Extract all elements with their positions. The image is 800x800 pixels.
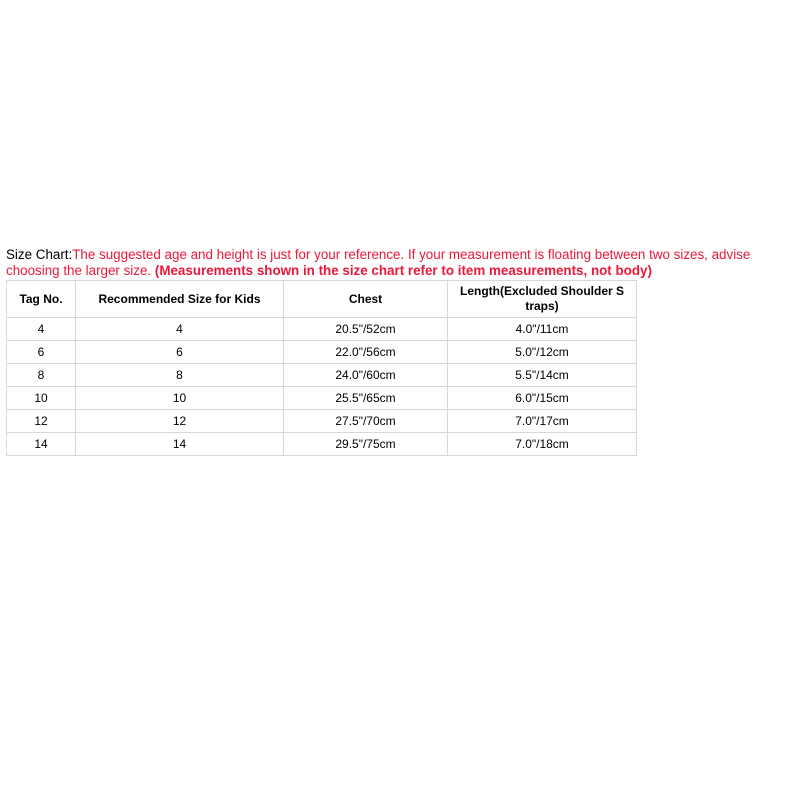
cell-chest: 20.5"/52cm [284, 318, 448, 341]
cell-recommended-size: 10 [76, 387, 284, 410]
cell-tag-no: 4 [7, 318, 76, 341]
notice-text: The suggested age and height is just for your reference. If your measurement is floating between two sizes, advise choosing the larger size. [6, 247, 751, 278]
table-row [7, 341, 637, 364]
table-row [7, 387, 637, 410]
header-chest: Chest [284, 281, 448, 318]
header-tag-no: Tag No. [7, 281, 76, 318]
cell-tag-no: 10 [7, 387, 76, 410]
cell-recommended-size: 8 [76, 364, 284, 387]
table-row [7, 364, 637, 387]
cell-tag-no: 14 [7, 433, 76, 456]
cell-chest: 27.5"/70cm [284, 410, 448, 433]
cell-chest: 29.5"/75cm [284, 433, 448, 456]
cell-length: 5.5"/14cm [448, 364, 637, 387]
cell-length: 6.0"/15cm [448, 387, 637, 410]
size-table [6, 280, 637, 456]
notice-label: Size Chart: [6, 247, 73, 262]
cell-chest: 22.0"/56cm [284, 341, 448, 364]
cell-recommended-size: 14 [76, 433, 284, 456]
table-header-row [7, 281, 637, 318]
cell-chest: 24.0"/60cm [284, 364, 448, 387]
size-chart-notice [6, 247, 798, 278]
table-row [7, 318, 637, 341]
cell-tag-no: 6 [7, 341, 76, 364]
cell-chest: 25.5"/65cm [284, 387, 448, 410]
cell-recommended-size: 6 [76, 341, 284, 364]
cell-length: 5.0"/12cm [448, 341, 637, 364]
cell-recommended-size: 12 [76, 410, 284, 433]
header-length: Length(Excluded Shoulder S traps) [448, 281, 637, 318]
cell-tag-no: 8 [7, 364, 76, 387]
cell-length: 7.0"/18cm [448, 433, 637, 456]
header-recommended-size: Recommended Size for Kids [76, 281, 284, 318]
table-row [7, 433, 637, 456]
table-row [7, 410, 637, 433]
cell-recommended-size: 4 [76, 318, 284, 341]
cell-length: 4.0"/11cm [448, 318, 637, 341]
cell-tag-no: 12 [7, 410, 76, 433]
notice-bold-text: (Measurements shown in the size chart refer to item measurements, not body) [154, 262, 652, 278]
cell-length: 7.0"/17cm [448, 410, 637, 433]
